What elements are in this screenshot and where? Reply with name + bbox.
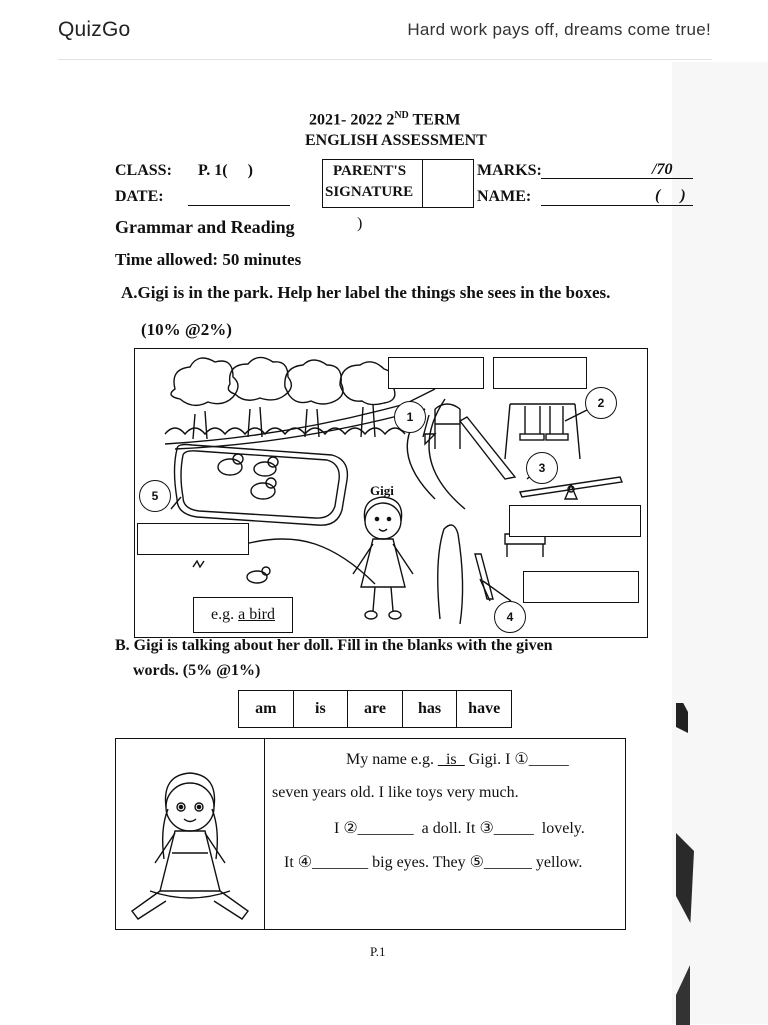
label-box-2[interactable] <box>493 357 587 389</box>
gigi-figure <box>353 497 413 619</box>
word-have: have <box>468 700 501 717</box>
name-number: ( ) <box>655 187 686 204</box>
slide <box>425 404 515 479</box>
example-label-box <box>193 597 293 633</box>
class-label: CLASS: <box>115 162 172 179</box>
doll-story-box <box>115 738 626 930</box>
word-are: are <box>348 691 403 727</box>
hedge <box>438 525 463 624</box>
signature-field[interactable] <box>422 160 470 205</box>
section-title: Grammar and Reading <box>115 217 295 237</box>
example-prefix: e.g. <box>211 606 235 623</box>
story-line-2: seven years old. I like toys very much. <box>272 784 519 801</box>
date-label: DATE: <box>115 188 164 205</box>
marker-3: 3 <box>526 452 558 484</box>
signature-label: SIGNATURE <box>325 184 414 200</box>
trees <box>165 357 405 439</box>
example-answer: a bird <box>238 606 275 623</box>
word-has: has <box>403 691 458 727</box>
part-a-instruction: A.Gigi is in the park. Help her label the things she sees in the boxes. <box>121 283 611 302</box>
app-slogan: Hard work pays off, dreams come true! <box>407 20 711 39</box>
app-logo[interactable]: QuizGo <box>58 18 131 41</box>
header-divider <box>58 59 712 60</box>
name-field[interactable] <box>541 205 693 206</box>
pond <box>175 445 348 526</box>
story-line-4: It ④_______ big eyes. They ⑤______ yellow. <box>284 854 583 871</box>
name-label: NAME: <box>477 188 532 205</box>
word-am: am <box>239 691 294 727</box>
story-example-answer: _is_ <box>437 751 465 768</box>
exam-title-line1: 2021- 2022 2ND TERM <box>309 110 461 129</box>
word-is: is <box>294 691 349 727</box>
marker-1: 1 <box>394 401 426 433</box>
part-a-marks: (10% @2%) <box>141 320 232 339</box>
gigi-caption: Gigi <box>370 483 394 498</box>
story-line-1: My name e.g. _is_ Gigi. I ①_____ <box>346 751 569 768</box>
park-illustration <box>134 348 648 638</box>
doll-illustration <box>120 769 260 927</box>
exam-title-line2: ENGLISH ASSESSMENT <box>305 132 487 149</box>
stray-mark: ) <box>357 215 363 232</box>
part-b-instruction: B. Gigi is talking about her doll. Fill in the blanks with the given <box>115 637 553 654</box>
marks-label: MARKS: <box>477 162 542 179</box>
marker-4: 4 <box>494 601 526 633</box>
story-line-3: I ②_______ a doll. It ③_____ lovely. <box>334 820 585 837</box>
label-box-1[interactable] <box>388 357 484 389</box>
class-value: P. 1( ) <box>198 162 253 179</box>
word-bank <box>238 690 512 728</box>
label-box-3[interactable] <box>509 505 641 537</box>
swing <box>505 404 580 459</box>
part-b-instruction-2: words. (5% @1%) <box>133 662 261 679</box>
label-box-4[interactable] <box>523 571 639 603</box>
app-header <box>0 0 768 60</box>
marker-5: 5 <box>139 480 171 512</box>
date-field[interactable] <box>188 205 290 206</box>
label-box-5[interactable] <box>137 523 249 555</box>
marks-total: /70 <box>652 161 673 178</box>
page-number: P.1 <box>370 944 386 959</box>
parent-label: PARENT'S <box>333 163 407 179</box>
time-allowed: Time allowed: 50 minutes <box>115 250 302 269</box>
marker-2: 2 <box>585 387 617 419</box>
